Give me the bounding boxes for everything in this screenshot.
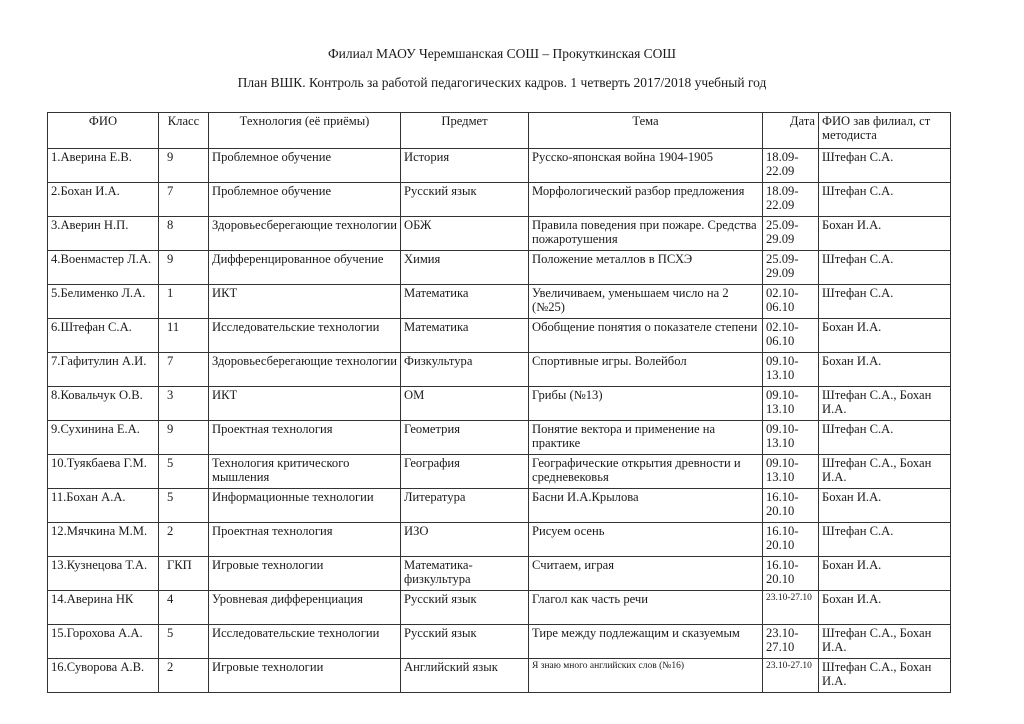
cell-date: 23.10-27.10 [763, 659, 819, 693]
cell-technology: Дифференцированное обучение [209, 251, 401, 285]
cell-technology: Игровые технологии [209, 557, 401, 591]
cell-fio: 9.Сухинина Е.А. [48, 421, 159, 455]
cell-fio: 6.Штефан С.А. [48, 319, 159, 353]
table-row [48, 353, 951, 387]
cell-supervisor: Штефан С.А. [819, 149, 951, 183]
cell-class: 4 [159, 591, 209, 625]
cell-subject: Литература [401, 489, 529, 523]
cell-class: 2 [159, 659, 209, 693]
table-header-row [48, 113, 951, 149]
cell-fio: 14.Аверина НК [48, 591, 159, 625]
table-row [48, 625, 951, 659]
cell-topic: Считаем, играя [529, 557, 763, 591]
cell-class: 9 [159, 251, 209, 285]
table-row [48, 659, 951, 693]
cell-technology: Исследовательские технологии [209, 625, 401, 659]
cell-topic: Рисуем осень [529, 523, 763, 557]
cell-technology: Здоровьесберегающие технологии [209, 217, 401, 251]
cell-fio: 8.Ковальчук О.В. [48, 387, 159, 421]
cell-topic: Басни И.А.Крылова [529, 489, 763, 523]
table-row [48, 319, 951, 353]
cell-subject: Русский язык [401, 591, 529, 625]
cell-fio: 2.Бохан И.А. [48, 183, 159, 217]
cell-class: 5 [159, 489, 209, 523]
cell-date: 16.10-20.10 [763, 557, 819, 591]
cell-subject: История [401, 149, 529, 183]
document-subtitle: План ВШК. Контроль за работой педагогических кадров. 1 четверть 2017/2018 учебный год [237, 75, 767, 90]
cell-date: 16.10-20.10 [763, 523, 819, 557]
cell-date: 18.09-22.09 [763, 183, 819, 217]
cell-technology: Проблемное обучение [209, 183, 401, 217]
cell-fio: 4.Военмастер Л.А. [48, 251, 159, 285]
cell-subject: Геометрия [401, 421, 529, 455]
cell-topic: Глагол как часть речи [529, 591, 763, 625]
cell-supervisor: Штефан С.А., Бохан И.А. [819, 387, 951, 421]
cell-date: 09.10-13.10 [763, 455, 819, 489]
cell-date: 09.10-13.10 [763, 421, 819, 455]
cell-technology: Информационные технологии [209, 489, 401, 523]
cell-class: 7 [159, 183, 209, 217]
cell-supervisor: Штефан С.А. [819, 285, 951, 319]
cell-subject: Английский язык [401, 659, 529, 693]
cell-technology: Исследовательские технологии [209, 319, 401, 353]
table-row [48, 523, 951, 557]
cell-topic: Тире между подлежащим и сказуемым [529, 625, 763, 659]
cell-subject: Математика-физкультура [401, 557, 529, 591]
table-row [48, 387, 951, 421]
cell-supervisor: Бохан И.А. [819, 319, 951, 353]
cell-class: 9 [159, 421, 209, 455]
cell-supervisor: Штефан С.А. [819, 251, 951, 285]
cell-date: 09.10-13.10 [763, 353, 819, 387]
cell-technology: Технология критического мышления [209, 455, 401, 489]
cell-fio: 11.Бохан А.А. [48, 489, 159, 523]
cell-technology: Игровые технологии [209, 659, 401, 693]
cell-class: 3 [159, 387, 209, 421]
cell-fio: 15.Горохова А.А. [48, 625, 159, 659]
cell-subject: Математика [401, 319, 529, 353]
cell-class: 1 [159, 285, 209, 319]
cell-supervisor: Штефан С.А., Бохан И.А. [819, 455, 951, 489]
cell-supervisor: Бохан И.А. [819, 217, 951, 251]
cell-fio: 10.Туякбаева Г.М. [48, 455, 159, 489]
cell-fio: 16.Суворова А.В. [48, 659, 159, 693]
cell-subject: Русский язык [401, 183, 529, 217]
cell-fio: 1.Аверина Е.В. [48, 149, 159, 183]
table-row [48, 285, 951, 319]
cell-supervisor: Бохан И.А. [819, 353, 951, 387]
cell-subject: ОБЖ [401, 217, 529, 251]
cell-fio: 13.Кузнецова Т.А. [48, 557, 159, 591]
table-row [48, 149, 951, 183]
cell-subject: Математика [401, 285, 529, 319]
cell-topic: Морфологический разбор предложения [529, 183, 763, 217]
cell-class: 2 [159, 523, 209, 557]
header-fio: ФИО [48, 113, 159, 149]
cell-topic: Я знаю много английских слов (№16) [529, 659, 763, 693]
cell-supervisor: Штефан С.А., Бохан И.А. [819, 625, 951, 659]
cell-subject: ИЗО [401, 523, 529, 557]
cell-fio: 7.Гафитулин А.И. [48, 353, 159, 387]
cell-technology: Здоровьесберегающие технологии [209, 353, 401, 387]
cell-technology: Проектная технология [209, 523, 401, 557]
table-row [48, 557, 951, 591]
table-row [48, 251, 951, 285]
cell-class: 8 [159, 217, 209, 251]
cell-supervisor: Бохан И.А. [819, 557, 951, 591]
cell-fio: 5.Белименко Л.А. [48, 285, 159, 319]
cell-topic: Обобщение понятия о показателе степени [529, 319, 763, 353]
document-title: Филиал МАОУ Черемшанская СОШ – Прокуткинская СОШ [327, 46, 677, 61]
header-class: Класс [159, 113, 209, 149]
cell-date: 16.10-20.10 [763, 489, 819, 523]
cell-supervisor: Штефан С.А. [819, 523, 951, 557]
table-row [48, 455, 951, 489]
table-row [48, 183, 951, 217]
header-date: Дата [763, 113, 819, 149]
header-topic: Тема [529, 113, 763, 149]
table-row [48, 591, 951, 625]
cell-class: 5 [159, 625, 209, 659]
control-plan-table [47, 112, 951, 693]
cell-subject: Русский язык [401, 625, 529, 659]
cell-date: 23.10-27.10 [763, 591, 819, 625]
cell-date: 18.09-22.09 [763, 149, 819, 183]
table-row [48, 421, 951, 455]
cell-supervisor: Бохан И.А. [819, 489, 951, 523]
cell-technology: ИКТ [209, 387, 401, 421]
cell-class: 9 [159, 149, 209, 183]
header-technology: Технология (её приёмы) [209, 113, 401, 149]
cell-technology: ИКТ [209, 285, 401, 319]
header-supervisor: ФИО зав филиал, ст методиста [819, 113, 951, 149]
cell-topic: Географические открытия древности и средневековья [529, 455, 763, 489]
cell-technology: Уровневая дифференциация [209, 591, 401, 625]
cell-date: 02.10-06.10 [763, 285, 819, 319]
cell-supervisor: Штефан С.А. [819, 183, 951, 217]
header-subject: Предмет [401, 113, 529, 149]
cell-subject: Физкультура [401, 353, 529, 387]
cell-supervisor: Штефан С.А., Бохан И.А. [819, 659, 951, 693]
cell-fio: 3.Аверин Н.П. [48, 217, 159, 251]
cell-fio: 12.Мячкина М.М. [48, 523, 159, 557]
cell-topic: Правила поведения при пожаре. Средства пожаротушения [529, 217, 763, 251]
cell-date: 23.10-27.10 [763, 625, 819, 659]
cell-class: ГКП [159, 557, 209, 591]
cell-subject: ОМ [401, 387, 529, 421]
cell-class: 11 [159, 319, 209, 353]
cell-date: 09.10-13.10 [763, 387, 819, 421]
cell-subject: География [401, 455, 529, 489]
cell-date: 25.09-29.09 [763, 251, 819, 285]
cell-topic: Русско-японская война 1904-1905 [529, 149, 763, 183]
table-row [48, 489, 951, 523]
cell-class: 5 [159, 455, 209, 489]
cell-supervisor: Штефан С.А. [819, 421, 951, 455]
cell-date: 02.10-06.10 [763, 319, 819, 353]
cell-supervisor: Бохан И.А. [819, 591, 951, 625]
table-row [48, 217, 951, 251]
cell-technology: Проектная технология [209, 421, 401, 455]
cell-topic: Понятие вектора и применение на практике [529, 421, 763, 455]
cell-subject: Химия [401, 251, 529, 285]
cell-technology: Проблемное обучение [209, 149, 401, 183]
cell-class: 7 [159, 353, 209, 387]
cell-topic: Грибы (№13) [529, 387, 763, 421]
cell-topic: Положение металлов в ПСХЭ [529, 251, 763, 285]
cell-date: 25.09-29.09 [763, 217, 819, 251]
cell-topic: Увеличиваем, уменьшаем число на 2 (№25) [529, 285, 763, 319]
cell-topic: Спортивные игры. Волейбол [529, 353, 763, 387]
